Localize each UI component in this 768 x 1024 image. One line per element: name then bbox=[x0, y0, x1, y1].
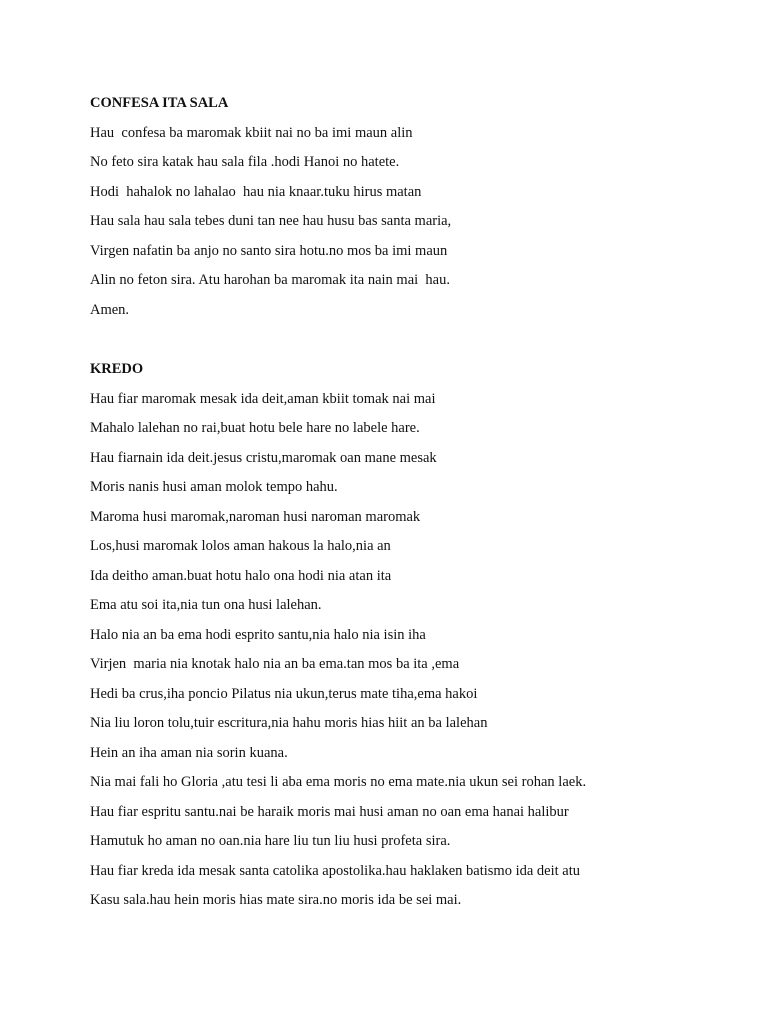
text-line: Hedi ba crus,iha poncio Pilatus nia ukun,terus mate tiha,ema hakoi bbox=[90, 685, 478, 702]
text-line: Hau fiar maromak mesak ida deit,aman kbiit tomak nai mai bbox=[90, 390, 436, 407]
text-line: Amen. bbox=[90, 301, 130, 318]
section-confesa bbox=[90, 92, 750, 328]
text-line: Halo nia an ba ema hodi esprito santu,nia halo nia isin iha bbox=[90, 626, 426, 643]
text-line: Kasu sala.hau hein moris hias mate sira.no moris ida be sei mai. bbox=[90, 892, 462, 908]
text-line: Ema atu soi ita,nia tun ona husi lalehan. bbox=[90, 597, 322, 613]
text-line: Los,husi maromak lolos aman hakous la halo,nia an bbox=[90, 538, 391, 554]
text-line: Hau fiarnain ida deit.jesus cristu,maromak oan mane mesak bbox=[90, 449, 437, 466]
text-line: No feto sira katak hau sala fila .hodi Hanoi no hatete. bbox=[90, 154, 400, 170]
text-line: Nia mai fali ho Gloria ,atu tesi li aba ema moris no ema mate.nia ukun sei rohan laek. bbox=[90, 774, 587, 790]
text-line: Virjen maria nia knotak halo nia an ba ema.tan mos ba ita ,ema bbox=[90, 656, 460, 672]
section-kredo bbox=[90, 358, 750, 919]
text-line: Ida deitho aman.buat hotu halo ona hodi nia atan ita bbox=[90, 567, 392, 584]
text-line: Maroma husi maromak,naroman husi naroman maromak bbox=[90, 508, 421, 525]
text-line: Nia liu loron tolu,tuir escritura,nia hahu moris hias hiit an ba lalehan bbox=[90, 715, 488, 731]
text-line: Hamutuk ho aman no oan.nia hare liu tun liu husi profeta sira. bbox=[90, 833, 451, 849]
text-line: Hein an iha aman nia sorin kuana. bbox=[90, 744, 288, 761]
text-line: Hau sala hau sala tebes duni tan nee hau husu bas santa maria, bbox=[90, 213, 452, 229]
text-line: Mahalo lalehan no rai,buat hotu bele hare no labele hare. bbox=[90, 420, 420, 436]
text-line: Hau fiar espritu santu.nai be haraik moris mai husi aman no oan ema hanai halibur bbox=[90, 803, 569, 820]
text-line: Moris nanis husi aman molok tempo hahu. bbox=[90, 479, 338, 495]
text-line: Alin no feton sira. Atu harohan ba maromak ita nain mai hau. bbox=[90, 272, 450, 288]
text-line: Hodi hahalok no lahalao hau nia knaar.tuku hirus matan bbox=[90, 183, 422, 200]
section-heading: KREDO bbox=[90, 361, 144, 377]
text-line: Hau fiar kreda ida mesak santa catolika apostolika.hau haklaken batismo ida deit atu bbox=[90, 862, 581, 879]
text-line: Hau confesa ba maromak kbiit nai no ba imi maun alin bbox=[90, 124, 413, 141]
section-heading: CONFESA ITA SALA bbox=[90, 95, 229, 111]
text-line: Virgen nafatin ba anjo no santo sira hotu.no mos ba imi maun bbox=[90, 242, 448, 259]
